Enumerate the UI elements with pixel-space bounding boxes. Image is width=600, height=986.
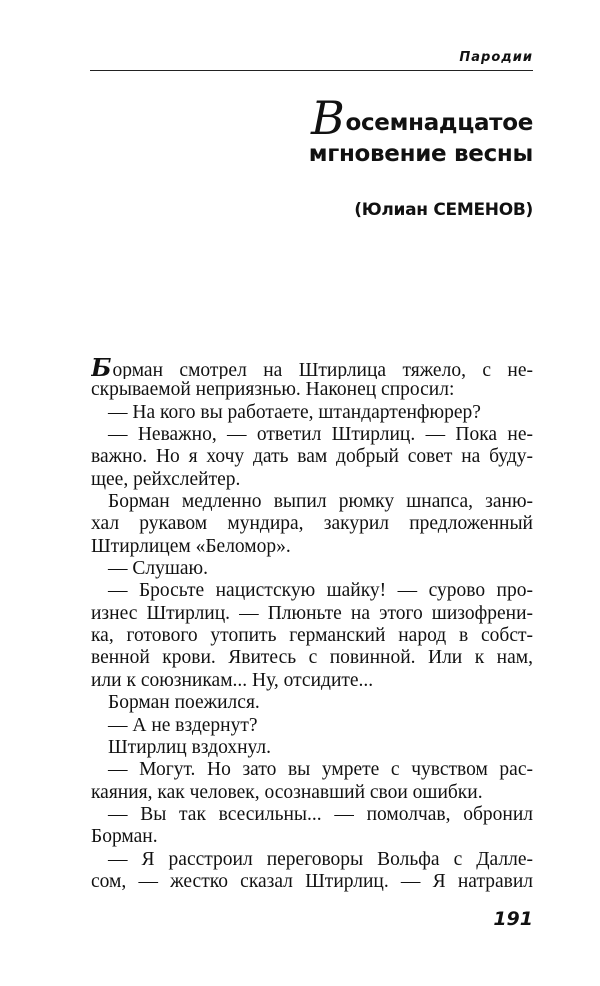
text-line: — Неважно, — ответил Штирлиц. — Пока не- (108, 424, 533, 446)
body-text (91, 357, 533, 893)
text-line: — Бросьте нацистскую шайку! — сурово про- (108, 580, 533, 602)
text-line: или к союзникам... Ну, отсидите... (91, 669, 374, 691)
title-initial: В (310, 91, 345, 145)
text-line: — Могут. Но зато вы умрете с чувством рас- (108, 759, 533, 781)
text-line: Борман. (91, 826, 158, 848)
text-line: Штирлицем «Беломор». (91, 535, 291, 557)
title-line-1-text: осемнадцатое (345, 110, 533, 136)
text-line: — Вы так всесильны... — помолчав, обронил (108, 803, 533, 825)
running-header (90, 50, 533, 71)
text-line: — На кого вы работаете, штандартенфюрер? (108, 401, 481, 423)
text-line: Борман медленно выпил рюмку шнапса, заню- (108, 491, 533, 513)
text-line: важно. Но я хочу дать вам добрый совет на буду- (91, 446, 533, 468)
story-title (308, 91, 533, 170)
text-line: Борман поежился. (108, 692, 260, 714)
text-line: Штирлиц вздохнул. (108, 736, 272, 758)
text-line: хал рукавом мундира, закурил предложенный (91, 513, 533, 535)
title-line-1 (309, 91, 533, 145)
text-line: щее, рейхслейтер. (91, 468, 241, 490)
text-line: венной крови. Явитесь с повинной. Или к нам, (91, 647, 533, 669)
text-line: ка, готового утопить германский народ в собст- (91, 625, 533, 647)
text-line: сом, — жестко сказал Штирлиц. — Я натравил (91, 870, 533, 892)
title-line-2: мгновение весны (308, 141, 533, 167)
text-line: Борман смотрел на Штирлица тяжело, с не- (91, 357, 533, 379)
text-line: скрываемой неприязнью. Наконец спросил: (91, 379, 455, 401)
text-line: — Я расстроил переговоры Вольфа с Далле- (108, 848, 533, 870)
page-number: 191 (493, 908, 533, 930)
text-line: — А не вздернут? (108, 714, 258, 736)
drop-cap: Б (91, 357, 112, 380)
text-line: изнес Штирлиц. — Плюньте на этого шизофрени- (91, 602, 533, 624)
text-line: каяния, как человек, осознавший свои ошибки. (91, 781, 483, 803)
section-title: Пародии (459, 50, 533, 65)
author-line: (Юлиан СЕМЕНОВ) (354, 200, 533, 220)
text-line: — Слушаю. (108, 558, 208, 580)
